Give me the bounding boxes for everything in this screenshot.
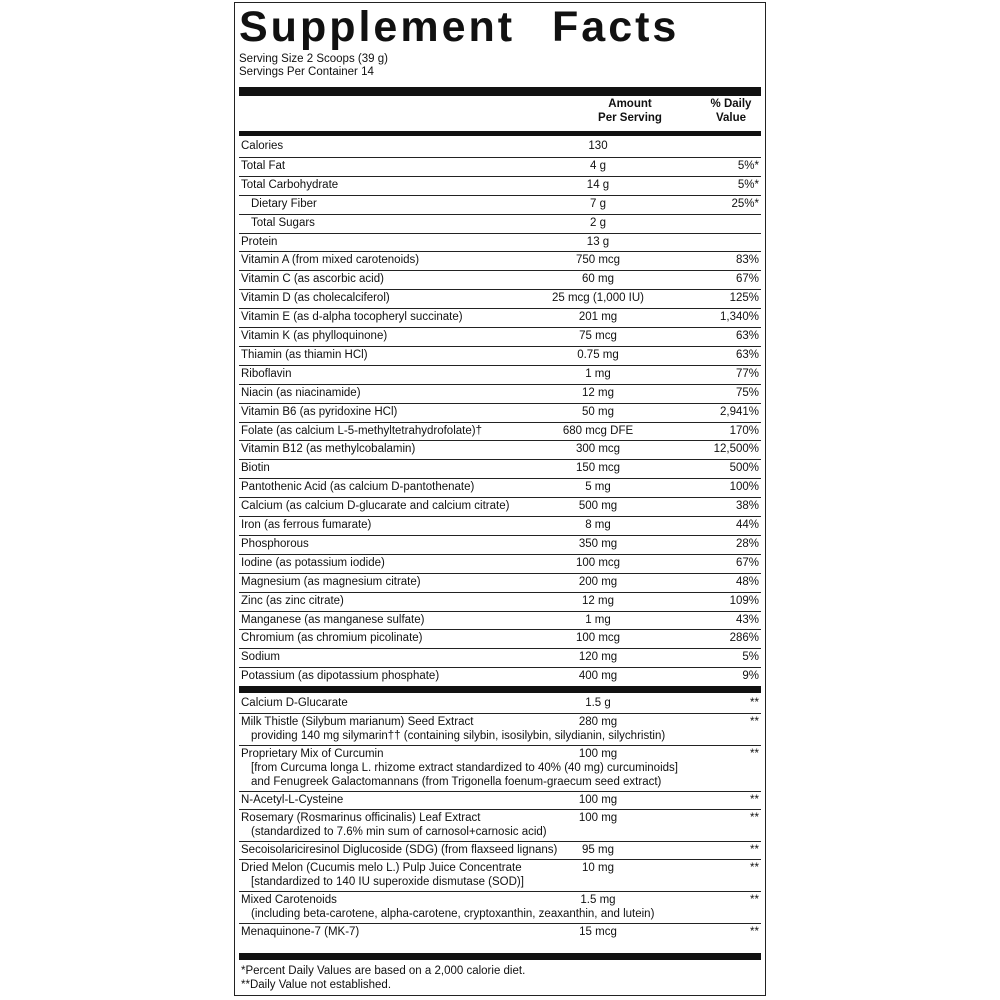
nutrient-daily-value: 2,941% [719, 405, 759, 418]
nutrient-name: Total Carbohydrate [241, 178, 339, 191]
ingredient-name: Mixed Carotenoids [241, 894, 337, 906]
nutrient-amount: 100 mcg [575, 632, 621, 645]
ingredient-name: Dried Melon (Cucumis melo L.) Pulp Juice Concentrate [241, 862, 522, 874]
nutrient-name: Sodium [241, 651, 280, 664]
nutrient-amount: 1 mg [585, 367, 611, 380]
nutrient-daily-value: 286% [729, 632, 759, 645]
nutrient-daily-value: 28% [735, 537, 759, 550]
nutrient-name: Pantothenic Acid (as calcium D-pantothenate) [241, 481, 475, 494]
nutrient-row [239, 535, 761, 555]
nutrient-name: Iodine (as potassium iodide) [241, 556, 385, 569]
ingredient-row [239, 891, 761, 923]
nutrient-name: Vitamin B6 (as pyridoxine HCl) [241, 405, 398, 418]
amount-header-line1: Amount [608, 98, 652, 110]
nutrient-daily-value: 63% [735, 348, 759, 361]
ingredient-row [239, 859, 761, 891]
nutrient-name: Vitamin K (as phylloquinone) [241, 330, 388, 342]
nutrient-name: Biotin [241, 462, 270, 475]
nutrient-amount: 13 g [586, 235, 610, 248]
nutrient-amount: 350 mg [578, 537, 618, 550]
nutrient-amount: 4 g [590, 159, 606, 172]
nutrient-row [239, 233, 761, 253]
nutrient-amount: 5 mg [585, 481, 611, 494]
nutrient-name: Dietary Fiber [251, 197, 317, 210]
ingredient-amount: 280 mg [578, 716, 618, 728]
nutrient-name: Riboflavin [241, 367, 292, 380]
nutrient-daily-value: 5%* [737, 178, 759, 191]
ingredient-row [239, 745, 761, 791]
nutrient-row [239, 176, 761, 196]
ingredient-daily-value: ** [750, 844, 759, 856]
nutrient-amount: 2 g [590, 216, 606, 229]
nutrient-name: Protein [241, 235, 278, 248]
nutrient-row [239, 497, 761, 517]
footnote-percent-dv: *Percent Daily Values are based on a 2,000 calorie diet. [241, 965, 526, 977]
nutrient-name: Total Fat [241, 159, 286, 172]
nutrient-name: Chromium (as chromium picolinate) [241, 632, 423, 645]
nutrient-row [239, 573, 761, 593]
nutrient-name: Vitamin B12 (as methylcobalamin) [241, 443, 416, 456]
nutrient-amount: 500 mg [578, 500, 618, 513]
nutrient-row [239, 327, 761, 347]
ingredient-detail: (including beta-carotene, alpha-carotene, cryptoxanthin, zeaxanthin, and lutein) [251, 908, 655, 920]
nutrient-daily-value: 67% [735, 556, 759, 569]
ingredient-name: Rosemary (Rosmarinus officinalis) Leaf Extract [241, 812, 481, 824]
nutrient-row [239, 195, 761, 215]
nutrient-daily-value: 43% [735, 613, 759, 626]
ingredient-amount: 100 mg [578, 748, 618, 760]
nutrient-row [239, 157, 761, 177]
nutrient-name: Folate (as calcium L-5-methyltetrahydrofolate)† [241, 424, 482, 437]
nutrient-daily-value: 170% [729, 424, 759, 437]
nutrient-row [239, 592, 761, 612]
nutrient-amount: 8 mg [585, 519, 611, 531]
ingredient-amount: 1.5 g [585, 697, 611, 709]
ingredient-amount: 15 mcg [579, 926, 617, 938]
ingredient-detail: and Fenugreek Galactomannans (from Trigonella foenum-graecum seed extract) [251, 776, 662, 788]
nutrient-row [239, 516, 761, 536]
nutrient-daily-value: 77% [735, 367, 759, 380]
ingredient-detail: [standardized to 140 IU superoxide dismutase (SOD)] [251, 876, 524, 888]
nutrient-row [239, 403, 761, 423]
nutrient-amount: 75 mcg [579, 330, 617, 342]
nutrient-name: Magnesium (as magnesium citrate) [241, 575, 421, 588]
nutrient-row [239, 365, 761, 385]
nutrient-name: Calories [241, 140, 284, 152]
ingredient-daily-value: ** [750, 862, 759, 874]
nutrient-row [239, 554, 761, 574]
ingredient-amount: 100 mg [578, 812, 618, 824]
nutrient-amount: 130 [588, 140, 608, 152]
nutrient-amount: 200 mg [578, 575, 618, 588]
nutrient-amount: 12 mg [582, 594, 614, 607]
ingredient-amount: 95 mg [582, 844, 614, 856]
nutrient-row [239, 346, 761, 366]
ingredient-detail: (standardized to 7.6% min sum of carnosol+carnosic acid) [251, 826, 547, 838]
nutrient-amount: 120 mg [578, 651, 618, 664]
ingredient-row [239, 841, 761, 859]
ingredient-row [239, 713, 761, 745]
nutrient-amount: 150 mcg [575, 462, 621, 475]
nutrient-row [239, 384, 761, 404]
amount-header [575, 97, 685, 125]
thick-divider-header [239, 131, 761, 136]
nutrient-daily-value: 1,340% [719, 311, 759, 324]
nutrient-row [239, 667, 761, 687]
ingredient-amount: 1.5 mg [580, 894, 616, 906]
nutrient-amount: 1 mg [585, 613, 611, 626]
nutrient-row [239, 611, 761, 631]
thick-divider-bottom [239, 953, 761, 960]
nutrient-daily-value: 48% [735, 575, 759, 588]
nutrient-row [239, 478, 761, 498]
nutrient-row [239, 459, 761, 479]
ingredient-detail: providing 140 mg silymarin†† (containing silybin, isosilybin, silydianin, silychristin) [251, 730, 666, 742]
nutrient-amount: 0.75 mg [577, 348, 619, 361]
nutrient-daily-value: 67% [735, 273, 759, 286]
nutrient-amount: 14 g [586, 178, 610, 191]
nutrient-daily-value: 38% [735, 500, 759, 513]
nutrient-name: Vitamin E (as d-alpha tocopheryl succinate) [241, 311, 463, 324]
nutrient-daily-value: 63% [735, 330, 759, 342]
ingredient-name: Proprietary Mix of Curcumin [241, 748, 384, 760]
ingredient-row [239, 791, 761, 809]
nutrient-daily-value: 100% [729, 481, 759, 494]
serving-size: Serving Size 2 Scoops (39 g) [239, 53, 388, 65]
nutrient-amount: 400 mg [578, 670, 618, 683]
panel-title: Supplement Facts [239, 3, 680, 51]
nutrient-row [239, 214, 761, 234]
nutrient-daily-value: 83% [735, 254, 759, 267]
ingredient-name: Calcium D-Glucarate [241, 697, 348, 709]
thick-divider-top [239, 87, 761, 96]
thick-divider-middle [239, 686, 761, 693]
nutrient-name: Potassium (as dipotassium phosphate) [241, 670, 440, 683]
nutrient-daily-value: 12,500% [713, 443, 759, 456]
nutrient-row [239, 251, 761, 271]
footnote-dv-not-established: **Daily Value not established. [241, 979, 392, 991]
nutrient-row [239, 422, 761, 442]
dv-header-line1: % Daily [710, 98, 752, 110]
nutrient-name: Vitamin C (as ascorbic acid) [241, 273, 384, 286]
nutrient-name: Total Sugars [251, 216, 315, 229]
nutrient-row [239, 648, 761, 668]
ingredient-name: Secoisolariciresinol Diglucoside (SDG) (from flaxseed lignans) [241, 844, 558, 856]
dv-header [699, 97, 763, 125]
ingredient-daily-value: ** [750, 748, 759, 760]
ingredient-name: Menaquinone-7 (MK-7) [241, 926, 360, 938]
ingredient-daily-value: ** [750, 716, 759, 728]
ingredient-amount: 10 mg [582, 862, 614, 874]
amount-header-line2: Per Serving [598, 112, 662, 124]
ingredient-name: N-Acetyl-L-Cysteine [241, 794, 344, 806]
nutrient-amount: 680 mcg DFE [562, 424, 634, 437]
servings-per-container: Servings Per Container 14 [239, 66, 374, 78]
nutrient-name: Zinc (as zinc citrate) [241, 594, 344, 607]
nutrient-name: Niacin (as niacinamide) [241, 386, 361, 399]
nutrient-row [239, 138, 761, 157]
nutrient-name: Vitamin D (as cholecalciferol) [241, 292, 390, 305]
nutrient-amount: 7 g [590, 197, 606, 210]
supplement-facts-panel [234, 2, 766, 996]
nutrient-amount: 60 mg [582, 273, 614, 286]
ingredient-daily-value: ** [750, 697, 759, 709]
ingredient-daily-value: ** [750, 894, 759, 906]
ingredient-row [239, 695, 761, 712]
nutrient-daily-value: 9% [742, 670, 759, 683]
nutrient-daily-value: 44% [735, 519, 759, 531]
nutrient-name: Vitamin A (from mixed carotenoids) [241, 254, 420, 267]
nutrient-name: Phosphorous [241, 537, 309, 550]
ingredient-row [239, 809, 761, 841]
nutrient-row [239, 440, 761, 460]
nutrient-amount: 25 mcg (1,000 IU) [551, 292, 645, 305]
nutrient-daily-value: 125% [729, 292, 759, 305]
nutrient-daily-value: 5% [742, 651, 759, 664]
ingredient-daily-value: ** [750, 926, 759, 938]
nutrient-daily-value: 75% [735, 386, 759, 399]
nutrient-amount: 12 mg [582, 386, 614, 399]
nutrient-amount: 750 mcg [575, 254, 621, 267]
nutrient-amount: 201 mg [578, 311, 618, 324]
nutrient-row [239, 289, 761, 309]
nutrient-daily-value: 500% [729, 462, 759, 475]
ingredient-daily-value: ** [750, 812, 759, 824]
nutrient-amount: 50 mg [582, 405, 614, 418]
nutrient-row [239, 629, 761, 649]
dv-header-line2: Value [715, 112, 747, 124]
nutrient-name: Iron (as ferrous fumarate) [241, 519, 372, 531]
ingredient-row [239, 923, 761, 941]
nutrient-row [239, 270, 761, 290]
ingredient-detail: [from Curcuma longa L. rhizome extract standardized to 40% (40 mg) curcuminoids] [251, 762, 678, 774]
nutrient-daily-value: 109% [729, 594, 759, 607]
ingredient-amount: 100 mg [578, 794, 618, 806]
nutrient-name: Thiamin (as thiamin HCl) [241, 348, 368, 361]
nutrient-daily-value: 5%* [737, 159, 759, 172]
nutrient-row [239, 308, 761, 328]
ingredient-name: Milk Thistle (Silybum marianum) Seed Extract [241, 716, 474, 728]
nutrient-amount: 100 mcg [575, 556, 621, 569]
nutrient-name: Manganese (as manganese sulfate) [241, 613, 425, 626]
ingredient-daily-value: ** [750, 794, 759, 806]
nutrient-name: Calcium (as calcium D-glucarate and calcium citrate) [241, 500, 510, 513]
nutrient-daily-value: 25%* [731, 197, 759, 210]
nutrient-amount: 300 mcg [575, 443, 621, 456]
